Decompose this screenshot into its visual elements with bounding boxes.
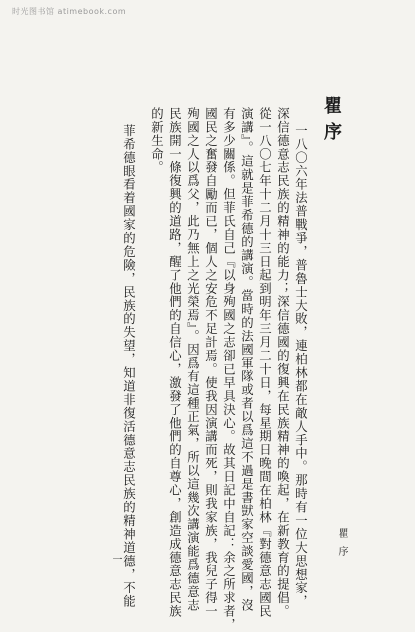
text-column-2: 深信德意志民族的精神的能力；深信德國的復興在民族精神的喚起，在新教育的提倡。 <box>275 107 291 619</box>
page-number: 一 <box>110 554 121 564</box>
text-column-9: 的新生命。 <box>149 107 165 175</box>
text-column-4: 演講』。這就是菲希德的講演。當時的法國軍隊或者以爲這不過是書獃家空談愛國，沒 <box>239 107 255 612</box>
watermark-text: 时光图书馆 atimebook.com <box>12 7 127 16</box>
footer-header-title: 瞿序 <box>336 528 347 564</box>
text-column-5: 有多少關係。但菲氏自己『以身殉國之志卻已早具決心。故其日記中自記：余之所求者， <box>221 107 237 632</box>
text-column-3: 從一八〇七年十二月十三日起到明年三月二十日，每星期日晚間在柏林『對德意志國民 <box>257 107 273 619</box>
page-title: 瞿序 <box>321 96 342 148</box>
text-column-10: 菲希德眼看着國家的危險，民族的失望，知道非復活德意志民族的精神道德，不能 <box>121 124 137 609</box>
text-column-8: 民族開一條復興的道路，醒了他們的自信心，激發了他們的自尊心，創造成德意志民族 <box>167 107 183 619</box>
text-column-7: 殉國之人以爲父，此乃無上之光榮焉』。因爲有這種正氣，所以這幾次講演能爲德意志 <box>185 107 201 612</box>
text-column-6: 國民之奮發自勵而已，個人之安危不足計焉。使我因演講而死，則我家族，我兒子得一 <box>203 107 219 619</box>
text-column-1: 一八〇六年法普戰爭，普魯士大敗，連柏林都在敵人手中。那時有一位大思想家， <box>293 124 309 609</box>
